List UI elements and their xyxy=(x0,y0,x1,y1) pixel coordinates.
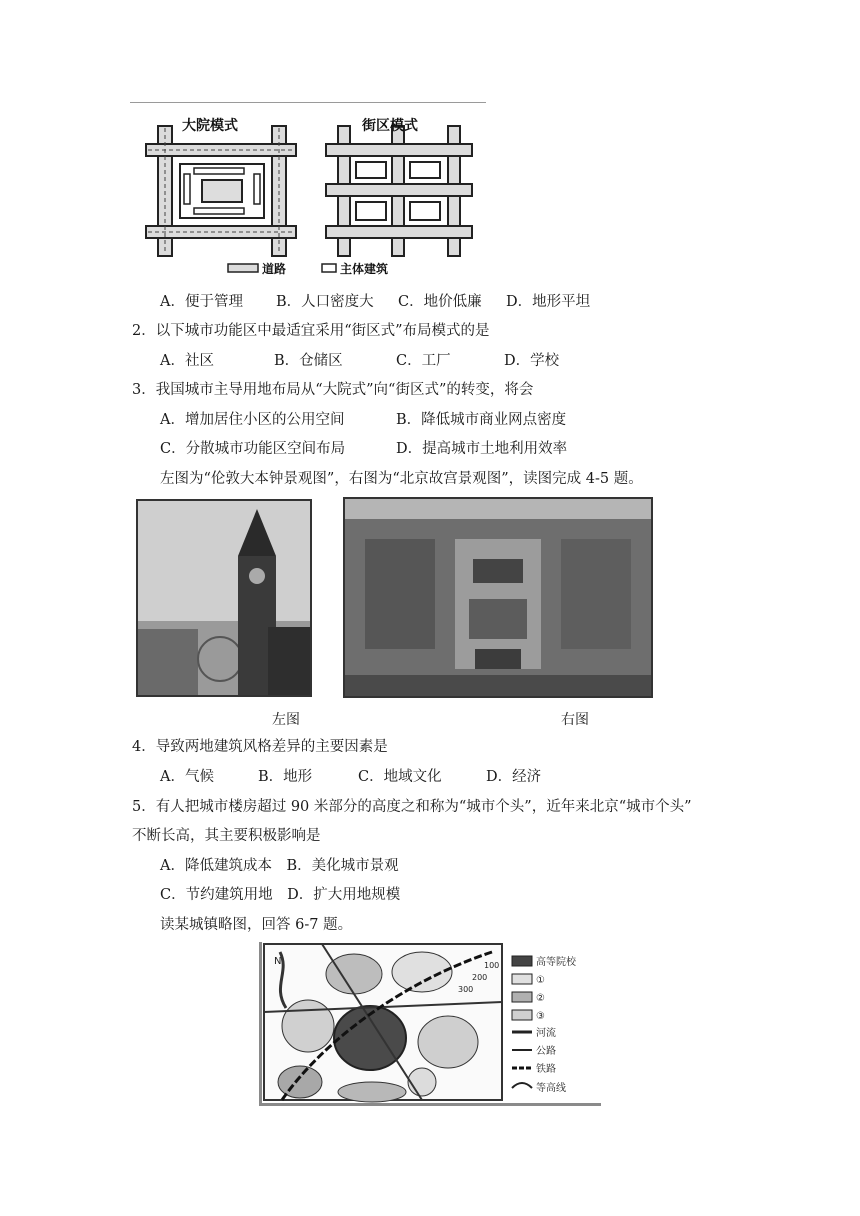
map-legend-2: ② xyxy=(536,993,545,1004)
q4-option-c: C．地域文化 xyxy=(358,769,442,785)
intro-questions-4-5: 左图为“伦敦大本钟景观图”，右图为“北京故宫景观图”，读图完成 4-5 题。 xyxy=(160,471,643,487)
town-map-figure xyxy=(259,942,601,1106)
map-legend xyxy=(512,956,532,1088)
q1-option-d: D．地形平坦 xyxy=(506,294,591,310)
q1-option-b: B．人口密度大 xyxy=(276,294,374,310)
legend-road-label: 道路 xyxy=(262,262,287,276)
map-legend-highway: 公路 xyxy=(536,1046,556,1057)
block-mode-diagram xyxy=(326,126,472,256)
q3-options-row1 xyxy=(160,411,566,429)
q1-options xyxy=(160,293,590,311)
q3-stem: 3．我国城市主导用地布局从“大院式”向“街区式”的转变，将会 xyxy=(132,382,534,398)
q4-stem: 4．导致两地建筑风格差异的主要因素是 xyxy=(132,739,388,755)
map-north-label: N xyxy=(274,956,282,967)
q1-option-a: A．便于管理 xyxy=(160,294,243,310)
q1-option-c: C．地价低廉 xyxy=(398,294,482,310)
map-legend-3: ③ xyxy=(536,1011,545,1022)
q2-option-b: B．仓储区 xyxy=(274,353,343,369)
q2-options xyxy=(160,352,559,370)
forbidden-city-photo xyxy=(343,497,653,698)
legend-building-label: 主体建筑 xyxy=(340,262,389,276)
left-photo-caption: 左图 xyxy=(272,712,300,728)
layout-mode-figure xyxy=(140,108,485,280)
map-legend-university: 高等院校 xyxy=(536,957,576,968)
top-rule xyxy=(130,102,486,103)
q3-option-b: B．降低城市商业网点密度 xyxy=(396,412,567,428)
q4-option-b: B．地形 xyxy=(258,769,313,785)
q3-option-d: D．提高城市土地利用效率 xyxy=(396,441,568,457)
q3-option-a: A．增加居住小区的公用空间 xyxy=(160,412,345,428)
map-contour-label-300: 300 xyxy=(458,985,474,994)
block-mode-title: 街区模式 xyxy=(362,118,418,134)
compound-mode-diagram xyxy=(146,126,296,256)
q4-option-a: A．气候 xyxy=(160,769,214,785)
q2-option-c: C．工厂 xyxy=(396,353,451,369)
map-contour-label-200: 200 xyxy=(472,973,488,982)
q5-options-row2: C．节约建筑用地 D．扩大用地规模 xyxy=(160,887,401,903)
q5-stem-line1: 5．有人把城市楼房超过 90 米部分的高度之和称为“城市个头”，近年来北京“城市个头” xyxy=(132,799,692,815)
map-legend-1: ① xyxy=(536,975,545,986)
q2-stem: 2．以下城市功能区中最适宜采用“街区式”布局模式的是 xyxy=(132,323,490,339)
q3-option-c: C．分散城市功能区空间布局 xyxy=(160,441,346,457)
compound-mode-title: 大院模式 xyxy=(182,118,238,134)
q5-options-row1: A．降低建筑成本 B．美化城市景观 xyxy=(160,858,399,874)
right-photo-caption: 右图 xyxy=(561,712,589,728)
q4-options xyxy=(160,768,541,786)
q4-option-d: D．经济 xyxy=(486,769,542,785)
map-legend-contour: 等高线 xyxy=(536,1083,566,1094)
q5-stem-line2: 不断长高，其主要积极影响是 xyxy=(132,828,321,844)
q2-option-a: A．社区 xyxy=(160,353,214,369)
intro-questions-6-7: 读某城镇略图，回答 6-7 题。 xyxy=(160,917,353,933)
q2-option-d: D．学校 xyxy=(504,353,560,369)
map-legend-railway: 铁路 xyxy=(536,1064,556,1075)
map-legend-river: 河流 xyxy=(536,1028,556,1039)
map-contour-label-100: 100 xyxy=(484,961,500,970)
q3-options-row2 xyxy=(160,440,567,458)
big-ben-photo xyxy=(136,499,312,697)
